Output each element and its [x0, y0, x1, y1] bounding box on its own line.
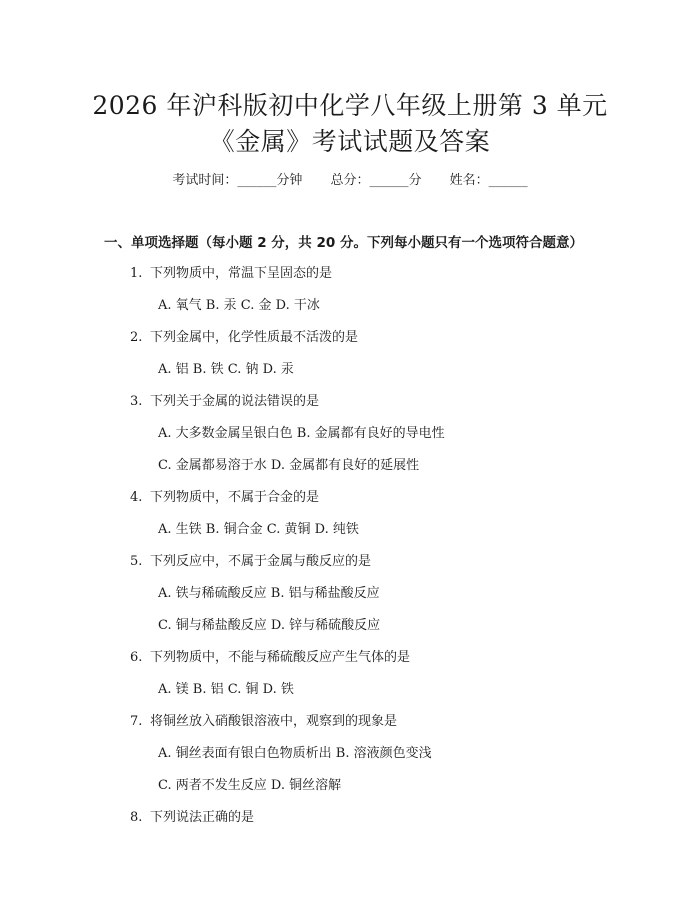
question-3: [130, 390, 319, 409]
question-number: 2.: [130, 330, 143, 345]
question-2: [130, 326, 358, 345]
question-8: [130, 806, 254, 825]
student-name-field: 姓名：______: [449, 173, 528, 188]
exam-info: [0, 169, 700, 188]
question-3-options-line-1: A. 大多数金属呈银白色 B. 金属都有良好的导电性: [158, 426, 445, 441]
question-number: 7.: [130, 714, 143, 729]
question-text: 下列物质中，不能与稀硫酸反应产生气体的是: [150, 650, 411, 665]
question-7: [130, 710, 397, 729]
question-5: [130, 550, 371, 569]
question-text: 下列物质中，常温下呈固态的是: [150, 266, 333, 281]
question-text: 下列金属中，化学性质最不活泼的是: [150, 330, 359, 345]
question-2-options-line-1: A. 铝 B. 铁 C. 钠 D. 汞: [158, 362, 294, 377]
question-number: 5.: [130, 554, 143, 569]
question-number: 6.: [130, 650, 143, 665]
page-title: 2026 年沪科版初中化学八年级上册第 3 单元: [92, 91, 608, 120]
question-6-options-line-1: A. 镁 B. 铝 C. 铜 D. 铁: [158, 682, 294, 697]
page-subtitle: 《金属》考试试题及答案: [209, 127, 491, 156]
question-4-options-line-1: A. 生铁 B. 铜合金 C. 黄铜 D. 纯铁: [158, 522, 359, 537]
question-text: 下列说法正确的是: [150, 810, 255, 825]
question-5-options-line-2: C. 铜与稀盐酸反应 D. 锌与稀硫酸反应: [158, 618, 381, 633]
question-7-options-line-2: C. 两者不发生反应 D. 铜丝溶解: [158, 778, 342, 793]
question-3-options-line-2: C. 金属都易溶于水 D. 金属都有良好的延展性: [158, 458, 420, 473]
question-number: 8.: [130, 810, 143, 825]
question-6: [130, 646, 410, 665]
exam-time-field: 考试时间：______分钟: [172, 173, 303, 188]
question-number: 1.: [130, 266, 143, 281]
question-text: 下列物质中，不属于合金的是: [150, 490, 320, 505]
question-7-options-line-1: A. 铜丝表面有银白色物质析出 B. 溶液颜色变浅: [158, 746, 432, 761]
question-text: 下列关于金属的说法错误的是: [150, 394, 320, 409]
question-1-options-line-1: A. 氧气 B. 汞 C. 金 D. 干冰: [158, 298, 320, 313]
total-score-field: 总分：______分: [330, 173, 422, 188]
section-heading: 一、单项选择题（每小题 2 分，共 20 分。下列每小题只有一个选项符合题意）: [104, 235, 583, 251]
question-text: 下列反应中，不属于金属与酸反应的是: [150, 554, 372, 569]
question-number: 4.: [130, 490, 143, 505]
question-1: [130, 262, 332, 281]
question-4: [130, 486, 319, 505]
question-text: 将铜丝放入硝酸银溶液中，观察到的现象是: [150, 714, 398, 729]
question-5-options-line-1: A. 铁与稀硫酸反应 B. 铝与稀盐酸反应: [158, 586, 380, 601]
question-number: 3.: [130, 394, 143, 409]
